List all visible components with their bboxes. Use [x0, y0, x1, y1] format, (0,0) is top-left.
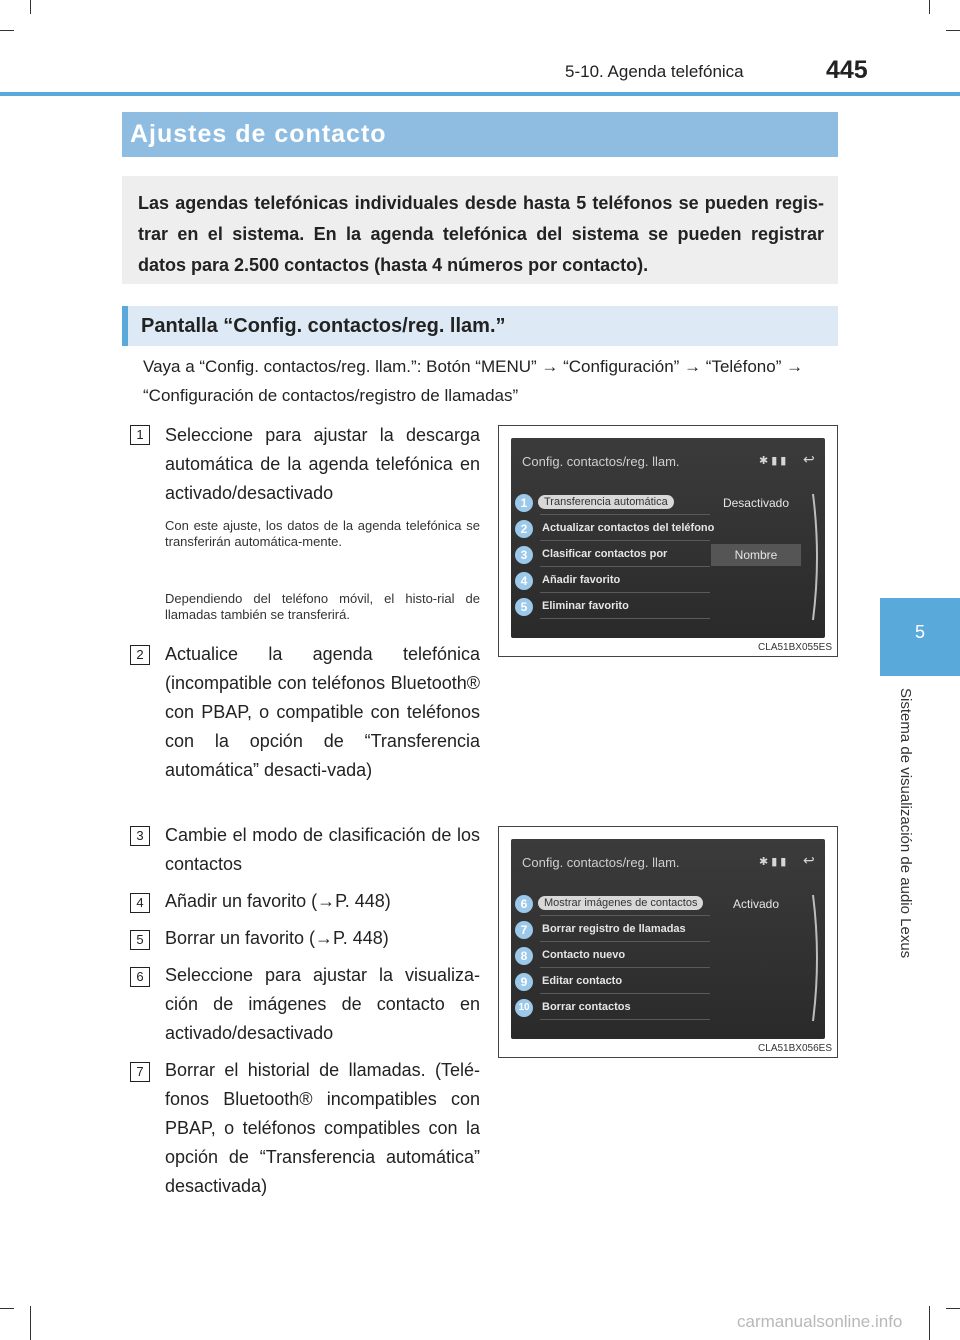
- callout-badge: 9: [515, 973, 533, 991]
- row-value: Activado: [732, 897, 780, 911]
- item-number-5: 5: [130, 930, 150, 950]
- row-label: Borrar registro de llamadas: [542, 923, 686, 935]
- watermark: carmanualsonline.info: [737, 1312, 903, 1331]
- crop-mark: [946, 1308, 960, 1309]
- header-rule: [0, 92, 960, 96]
- item-text-1: Seleccione para ajustar la descarga automática de la agenda telefónica en activado/desactivado: [165, 425, 480, 503]
- screen-row-delete-favorite[interactable]: [540, 596, 710, 619]
- callout-badge: 10: [515, 999, 533, 1017]
- chapter-title-vertical: Sistema de visualización de audio Lexus: [897, 688, 914, 959]
- screen-figure-1: [498, 425, 838, 657]
- note-2: Dependiendo del teléfono móvil, el histo-rial de llamadas también se transferirá.: [165, 591, 480, 622]
- row-label: Eliminar favorito: [542, 600, 629, 612]
- callout-badge: 6: [515, 895, 533, 913]
- screen-row-add-favorite[interactable]: [540, 570, 710, 593]
- section-title: Ajustes de contacto: [122, 112, 838, 157]
- back-icon[interactable]: ↩: [803, 451, 815, 467]
- callout-badge: 1: [515, 494, 533, 512]
- row-label: Añadir favorito: [542, 574, 621, 586]
- screen-row-update-contacts[interactable]: [540, 518, 715, 541]
- screen-row-new-contact[interactable]: [540, 945, 710, 968]
- item-text-4: Añadir un favorito (→P. 448): [165, 891, 391, 911]
- callout-badge: 3: [515, 546, 533, 564]
- item-text-7: Borrar el historial de llamadas. (Telé-fonos Bluetooth® incompatibles con PBAP, o teléfonos compatibles con la opción de “Transferencia automática” desactivada): [165, 1060, 480, 1196]
- crop-mark: [30, 1306, 31, 1340]
- screen-row-sort-contacts[interactable]: [540, 544, 710, 567]
- screen-row-auto-transfer[interactable]: [540, 492, 710, 515]
- callout-badge: 2: [515, 520, 533, 538]
- crop-mark: [0, 30, 14, 31]
- navigation-instructions: Vaya a “Config. contactos/reg. llam.”: Botón “MENU” → “Configuración” → “Teléfono” → “Configuración de contactos/registro de llamadas”: [143, 357, 804, 405]
- callout-badge: 8: [515, 947, 533, 965]
- figure-code: CLA51BX056ES: [758, 1043, 832, 1054]
- item-number-6: 6: [130, 967, 150, 987]
- display-screen-1: [511, 438, 825, 638]
- screen-row-edit-contact[interactable]: [540, 971, 710, 994]
- item-text-6: Seleccione para ajustar la visualiza-ción de imágenes de contacto en activado/desactivado: [165, 965, 480, 1043]
- row-value: Nombre: [711, 544, 801, 566]
- callout-badge: 7: [515, 921, 533, 939]
- status-icons: ✱▮▮: [759, 856, 790, 868]
- scroll-arc[interactable]: [811, 893, 821, 1023]
- item-number-4: 4: [130, 893, 150, 913]
- callout-badge: 4: [515, 572, 533, 590]
- screen-row-delete-call-log[interactable]: [540, 919, 710, 942]
- display-screen-2: [511, 839, 825, 1039]
- item-text-3: Cambie el modo de clasificación de los contactos: [165, 825, 480, 874]
- crop-mark: [929, 0, 930, 14]
- callout-badge: 5: [515, 598, 533, 616]
- page-number: 445: [826, 56, 868, 84]
- chapter-number: 5: [914, 622, 925, 642]
- screen-title: Config. contactos/reg. llam.: [522, 855, 680, 870]
- crop-mark: [929, 1306, 930, 1340]
- item-number-1: 1: [130, 425, 150, 445]
- intro-paragraph: Las agendas telefónicas individuales desde hasta 5 teléfonos se pueden regis-trar en el sistema. En la agenda telefónica del sistema se pueden registrar datos para 2.500 contactos (hasta 4 números por contacto).: [122, 176, 838, 284]
- screen-row-delete-contacts[interactable]: [540, 997, 710, 1020]
- running-header-section: 5-10. Agenda telefónica: [565, 62, 744, 81]
- screen-figure-2: [498, 826, 838, 1058]
- item-text-5: Borrar un favorito (→P. 448): [165, 928, 389, 948]
- row-label: Borrar contactos: [542, 1001, 631, 1013]
- screen-row-show-images[interactable]: [540, 893, 710, 916]
- screen-title: Config. contactos/reg. llam.: [522, 454, 680, 469]
- status-icons: ✱▮▮: [759, 455, 790, 467]
- subsection-title: Pantalla “Config. contactos/reg. llam.”: [122, 306, 838, 346]
- row-label: Editar contacto: [542, 975, 623, 987]
- figure-code: CLA51BX055ES: [758, 642, 832, 653]
- crop-mark: [946, 30, 960, 31]
- item-text-2: Actualice la agenda telefónica (incompatible con teléfonos Bluetooth® con PBAP, o compatible con teléfonos con la opción de “Transferencia automática” desacti-vada): [165, 644, 480, 780]
- scroll-arc[interactable]: [811, 492, 821, 622]
- row-value: Desactivado: [722, 496, 790, 510]
- note-1: Con este ajuste, los datos de la agenda telefónica se transferirán automática-mente.: [165, 518, 480, 549]
- item-number-2: 2: [130, 645, 150, 665]
- item-number-7: 7: [130, 1062, 150, 1082]
- crop-mark: [0, 1308, 14, 1309]
- row-label: Contacto nuevo: [542, 949, 626, 961]
- row-label: Actualizar contactos del teléfono: [542, 522, 715, 534]
- crop-mark: [30, 0, 31, 14]
- row-label: Transferencia automática: [538, 495, 674, 509]
- item-number-3: 3: [130, 826, 150, 846]
- row-label: Clasificar contactos por: [542, 548, 668, 560]
- back-icon[interactable]: ↩: [803, 852, 815, 868]
- row-label: Mostrar imágenes de contactos: [538, 896, 703, 910]
- chapter-tab: [880, 598, 960, 676]
